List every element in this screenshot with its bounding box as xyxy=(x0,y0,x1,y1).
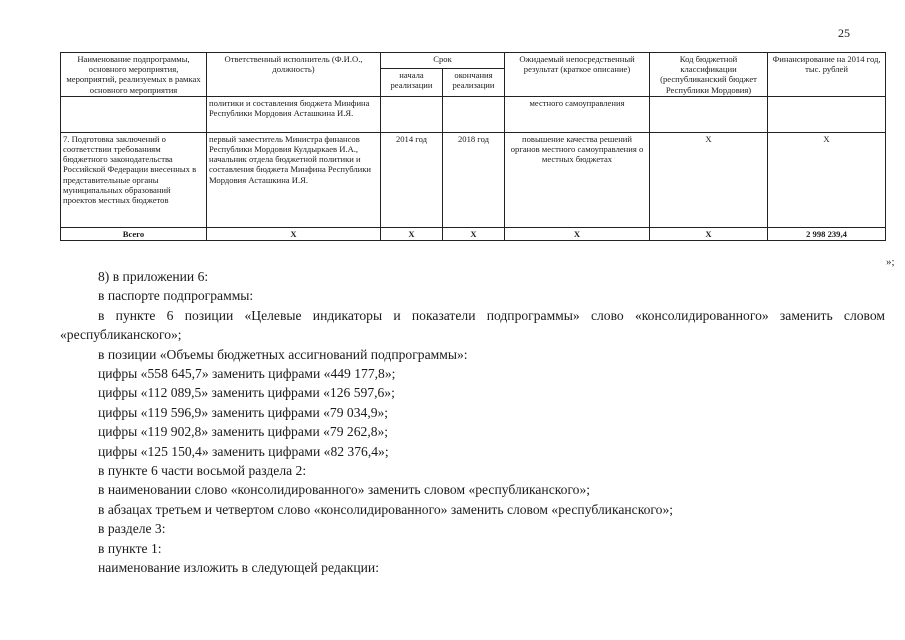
cell-end: 2018 год xyxy=(443,132,505,227)
cell-end xyxy=(443,96,505,132)
paragraph: в пункте 6 позиции «Целевые индикаторы и показатели подпрограммы» слово «консолидированного» заменить словом «республиканского»; xyxy=(60,307,885,343)
paragraph: наименование изложить в следующей редакции: xyxy=(98,560,379,576)
budget-table xyxy=(60,52,886,241)
paragraph: 8) в приложении 6: xyxy=(98,269,209,284)
paragraph: в разделе 3: xyxy=(98,521,166,537)
table-row xyxy=(61,96,886,132)
paragraph: цифры «558 645,7» заменить цифрами «449 177,8»; xyxy=(98,366,396,382)
paragraph: цифры «125 150,4» заменить цифрами «82 376,4»; xyxy=(98,443,389,459)
cell-start xyxy=(381,96,443,132)
cell-responsible: политики и составления бюджета Минфина Республики Мордовия Асташкина И.Я. xyxy=(207,96,381,132)
total-expected: Х xyxy=(505,227,650,240)
cell-financing xyxy=(768,96,886,132)
cell-name xyxy=(61,96,207,132)
paragraph: в наименовании слово «консолидированного» заменить словом «республиканского»; xyxy=(98,482,591,498)
header-responsible: Ответственный исполнитель (Ф.И.О., должность) xyxy=(207,53,381,97)
total-financing: 2 998 239,4 xyxy=(768,227,886,240)
paragraph: цифры «119 902,8» заменить цифрами «79 262,8»; xyxy=(98,424,389,440)
cell-code xyxy=(650,96,768,132)
header-name: Наименование подпрограммы, основного мероприятия, мероприятий, реализуемых в рамках основного мероприятия xyxy=(61,53,207,97)
total-code: Х xyxy=(650,227,768,240)
cell-financing: Х xyxy=(768,132,886,227)
cell-responsible: первый заместитель Министра финансов Республики Мордовия Кулдыркаев И.А., начальник отдела бюджетной политики и составления бюджета Минфина Республики Мордовия Асташкина И.Я. xyxy=(207,132,381,227)
table-closing-quote: »; xyxy=(886,256,895,268)
paragraph: в позиции «Объемы бюджетных ассигнований подпрограммы»: xyxy=(98,346,468,362)
cell-expected: местного самоуправления xyxy=(505,96,650,132)
total-start: Х xyxy=(381,227,443,240)
paragraph: в пункте 1: xyxy=(98,540,162,556)
document-body xyxy=(60,267,885,578)
cell-start: 2014 год xyxy=(381,132,443,227)
header-term-end: окончания реализации xyxy=(443,68,505,96)
cell-code: Х xyxy=(650,132,768,227)
paragraph: в абзацах третьем и четвертом слово «консолидированного» заменить словом «республиканского»; xyxy=(98,501,674,517)
header-expected: Ожидаемый непосредственный результат (краткое описание) xyxy=(505,53,650,97)
header-term-start: начала реализации xyxy=(381,68,443,96)
table-row xyxy=(61,132,886,227)
table-header-row xyxy=(61,53,886,69)
paragraph: цифры «119 596,9» заменить цифрами «79 034,9»; xyxy=(98,404,389,420)
cell-expected: повышение качества решений органов местного самоуправления о местных бюджетах xyxy=(505,132,650,227)
paragraph: цифры «112 089,5» заменить цифрами «126 597,6»; xyxy=(98,385,395,401)
header-financing: Финансирование на 2014 год, тыс. рублей xyxy=(768,53,886,97)
total-label: Всего xyxy=(61,227,207,240)
header-term: Срок xyxy=(381,53,505,69)
total-end: Х xyxy=(443,227,505,240)
page-number: 25 xyxy=(838,26,850,40)
paragraph: в паспорте подпрограммы: xyxy=(98,288,254,304)
paragraph: в пункте 6 части восьмой раздела 2: xyxy=(98,463,307,479)
header-code: Код бюджетной классификации (республиканский бюджет Республики Мордовия) xyxy=(650,53,768,97)
total-responsible: Х xyxy=(207,227,381,240)
table-total-row xyxy=(61,227,886,240)
cell-name: 7. Подготовка заключений о соответствии требованиям бюджетного законодательства Российской Федерации внесенных в представительные органы муниципальных образований проектов местных бюджетов xyxy=(61,132,207,227)
